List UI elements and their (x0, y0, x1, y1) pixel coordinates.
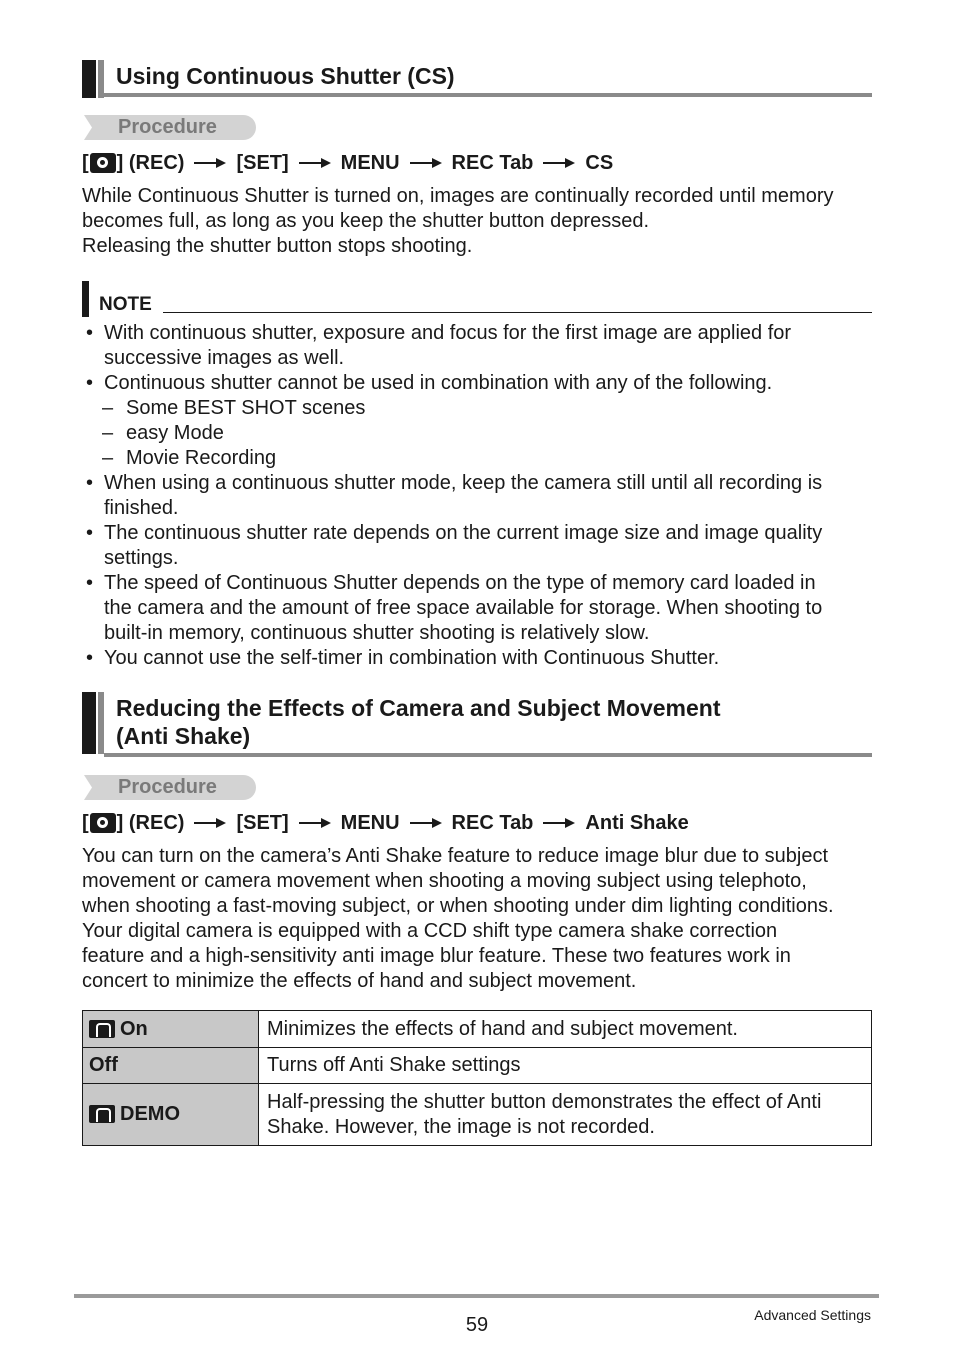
note-subitem: easy Mode (126, 422, 224, 444)
body-text: feature and a high-sensitivity anti image blur feature. These two features work in (82, 945, 791, 967)
setting-key (83, 1048, 259, 1084)
description-line: Half-pressing the shutter button demonstrates the effect of Anti (267, 1090, 822, 1113)
body-text: While Continuous Shutter is turned on, images are continually recorded until memory (82, 185, 834, 207)
path-step-rec: ] (REC) (116, 151, 185, 174)
footer-divider (74, 1294, 879, 1298)
arrow-icon (410, 158, 442, 168)
note-item: The speed of Continuous Shutter depends on the type of memory card loaded in (104, 572, 816, 594)
menu-path (82, 810, 689, 836)
bullet: • (86, 572, 94, 594)
heading-bar-accent (98, 692, 104, 754)
heading-underline (104, 93, 872, 97)
bullet: • (86, 372, 94, 394)
note-item: built-in memory, continuous shutter shooting is relatively slow. (104, 622, 650, 644)
bullet: • (86, 522, 94, 544)
note-subitem: Movie Recording (126, 447, 277, 469)
note-item: With continuous shutter, exposure and focus for the first image are applied for (104, 322, 792, 344)
heading-underline (104, 753, 872, 757)
section-title-line1: Reducing the Effects of Camera and Subject Movement (116, 695, 721, 721)
procedure-notch (84, 775, 92, 800)
heading-bar (82, 60, 96, 98)
footer-section-name: Advanced Settings (754, 1307, 871, 1323)
setting-key (83, 1084, 259, 1146)
dash: – (102, 422, 114, 444)
camera-icon (90, 813, 116, 833)
bracket-open: [ (82, 811, 89, 834)
camera-icon (90, 153, 116, 173)
setting-description: Turns off Anti Shake settings (259, 1048, 872, 1084)
procedure-label: Procedure (118, 116, 217, 138)
note-item: the camera and the amount of free space available for storage. When shooting to (104, 597, 823, 619)
note-marker (82, 281, 89, 317)
anti-shake-settings-table (82, 1010, 872, 1146)
arrow-icon (543, 158, 575, 168)
path-step-rec-tab: REC Tab (451, 811, 534, 834)
arrow-icon (543, 818, 575, 828)
table-row (83, 1011, 872, 1048)
note-label: NOTE (99, 294, 152, 315)
setting-key-label: DEMO (120, 1103, 180, 1125)
note-divider (163, 312, 872, 313)
arrow-icon (410, 818, 442, 828)
procedure-tag (84, 115, 256, 140)
setting-description: Minimizes the effects of hand and subject movement. (259, 1011, 872, 1048)
path-step-set: [SET] (236, 151, 289, 174)
dash: – (102, 397, 114, 419)
note-item: When using a continuous shutter mode, keep the camera still until all recording is (104, 472, 823, 494)
bracket-open: [ (82, 151, 89, 174)
body-text: when shooting a fast-moving subject, or when shooting under dim lighting conditions. (82, 895, 834, 917)
arrow-icon (194, 158, 226, 168)
anti-shake-icon (89, 1020, 115, 1038)
note-subitem: Some BEST SHOT scenes (126, 397, 366, 419)
path-step-anti-shake: Anti Shake (585, 811, 689, 834)
setting-key (83, 1011, 259, 1048)
anti-shake-icon (89, 1105, 115, 1123)
body-text: You can turn on the camera’s Anti Shake feature to reduce image blur due to subject (82, 845, 829, 867)
table-row (83, 1084, 872, 1146)
arrow-icon (194, 818, 226, 828)
path-step-rec-tab: REC Tab (451, 151, 534, 174)
note-item: Continuous shutter cannot be used in combination with any of the following. (104, 372, 773, 394)
note-item: You cannot use the self-timer in combination with Continuous Shutter. (104, 647, 720, 669)
arrow-icon (299, 158, 331, 168)
path-step-rec: ] (REC) (116, 811, 185, 834)
path-step-menu: MENU (340, 151, 400, 174)
heading-bar (82, 692, 96, 754)
section-title: Using Continuous Shutter (CS) (116, 63, 455, 89)
body-text: becomes full, as long as you keep the shutter button depressed. (82, 210, 650, 232)
procedure-tag (84, 775, 256, 800)
arrow-icon (299, 818, 331, 828)
body-text: Your digital camera is equipped with a CCD shift type camera shake correction (82, 920, 778, 942)
section-heading-anti-shake (82, 692, 872, 758)
path-step-cs: CS (585, 151, 614, 174)
body-text: concert to minimize the effects of hand and subject movement. (82, 970, 637, 992)
bullet: • (86, 322, 94, 344)
body-text: Releasing the shutter button stops shooting. (82, 235, 473, 257)
note-item: finished. (104, 497, 179, 519)
body-text: movement or camera movement when shooting a moving subject using telephoto, (82, 870, 807, 892)
note-list (82, 321, 872, 671)
path-step-menu: MENU (340, 811, 400, 834)
bullet: • (86, 647, 94, 669)
setting-key-label: On (120, 1017, 148, 1040)
setting-description (259, 1084, 872, 1146)
note-item: The continuous shutter rate depends on the current image size and image quality (104, 522, 823, 544)
setting-key-label: Off (89, 1054, 118, 1076)
procedure-notch (84, 115, 92, 140)
menu-path (82, 150, 613, 176)
section-title-line2: (Anti Shake) (116, 723, 251, 749)
procedure-label: Procedure (118, 776, 217, 798)
page-number: 59 (465, 1314, 489, 1336)
table-row (83, 1048, 872, 1084)
dash: – (102, 447, 114, 469)
section-heading-continuous-shutter (82, 60, 872, 98)
description-line: Shake. However, the image is not recorded. (267, 1115, 655, 1138)
note-item: settings. (104, 547, 179, 569)
path-step-set: [SET] (236, 811, 289, 834)
note-item: successive images as well. (104, 347, 345, 369)
bullet: • (86, 472, 94, 494)
